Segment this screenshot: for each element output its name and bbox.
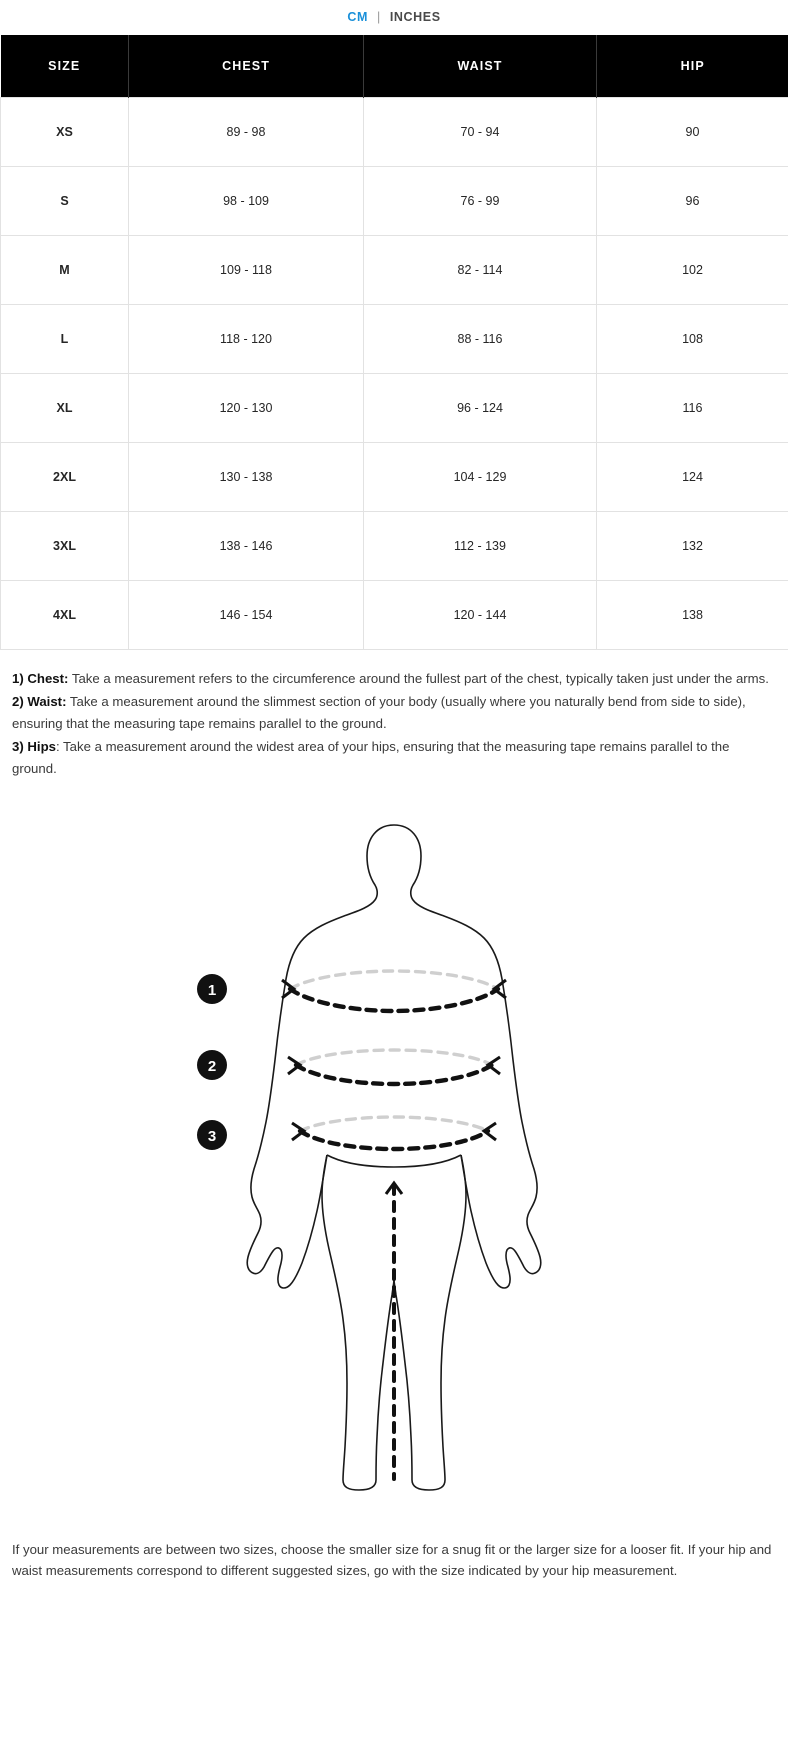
cell-hip: 138	[597, 581, 788, 650]
table-row	[1, 374, 788, 443]
table-row	[1, 236, 788, 305]
cell-chest: 98 - 109	[129, 167, 364, 236]
cell-waist: 120 - 144	[364, 581, 597, 650]
note-waist-text: Take a measurement around the slimmest section of your body (usually where you naturally bend from side to side), ensuring that the measuring tape remains parallel to the ground.	[12, 694, 746, 731]
cell-waist: 82 - 114	[364, 236, 597, 305]
fit-advice-text: If your measurements are between two sizes, choose the smaller size for a snug fit or the larger size for a looser fit. If your hip and waist measurements correspond to different suggested sizes, go with the size indicated by your hip measurement.	[12, 1541, 772, 1579]
cell-waist: 96 - 124	[364, 374, 597, 443]
cell-hip: 108	[597, 305, 788, 374]
cell-waist: 76 - 99	[364, 167, 597, 236]
unit-option-cm[interactable]: CM	[347, 10, 368, 24]
column-header-size: SIZE	[1, 35, 129, 98]
hip-measure-tape	[292, 1117, 496, 1149]
cell-size: 2XL	[1, 443, 129, 512]
note-hips	[12, 736, 776, 779]
cell-size: M	[1, 236, 129, 305]
waist-measure-tape	[288, 1050, 500, 1084]
marker-2	[197, 1050, 227, 1080]
cell-hip: 96	[597, 167, 788, 236]
cell-hip: 132	[597, 512, 788, 581]
column-header-chest: CHEST	[129, 35, 364, 98]
marker-1	[197, 974, 227, 1004]
table-row	[1, 512, 788, 581]
cell-chest: 146 - 154	[129, 581, 364, 650]
chest-measure-tape	[282, 971, 506, 1011]
cell-waist: 112 - 139	[364, 512, 597, 581]
table-row	[1, 167, 788, 236]
cell-chest: 89 - 98	[129, 98, 364, 167]
marker-3	[197, 1120, 227, 1150]
note-waist-label: 2) Waist:	[12, 694, 67, 710]
measurement-instructions	[0, 650, 788, 779]
cell-waist: 70 - 94	[364, 98, 597, 167]
cell-size: XL	[1, 374, 129, 443]
note-hips-text: : Take a measurement around the widest area of your hips, ensuring that the measuring tape remains parallel to the ground.	[12, 739, 730, 776]
note-chest-text: Take a measurement refers to the circumference around the fullest part of the chest, typically taken just under the arms.	[68, 671, 769, 686]
table-header-row	[1, 35, 788, 98]
note-chest-label: 1) Chest:	[12, 671, 69, 686]
table-row	[1, 305, 788, 374]
cell-hip: 116	[597, 374, 788, 443]
cell-chest: 118 - 120	[129, 305, 364, 374]
cell-size: L	[1, 305, 129, 374]
table-row	[1, 443, 788, 512]
note-chest	[12, 668, 776, 689]
inseam-measure-line	[386, 1183, 402, 1479]
note-waist	[12, 691, 776, 734]
unit-separator: |	[376, 10, 381, 24]
cell-chest: 138 - 146	[129, 512, 364, 581]
column-header-hip: HIP	[597, 35, 788, 98]
cell-waist: 88 - 116	[364, 305, 597, 374]
cell-chest: 130 - 138	[129, 443, 364, 512]
cell-hip: 90	[597, 98, 788, 167]
cell-hip: 102	[597, 236, 788, 305]
unit-option-inches[interactable]: INCHES	[389, 10, 441, 24]
cell-size: 3XL	[1, 512, 129, 581]
male-body-diagram-svg	[144, 817, 644, 1507]
cell-chest: 109 - 118	[129, 236, 364, 305]
size-chart-table	[0, 35, 788, 650]
cell-size: XS	[1, 98, 129, 167]
body-measurement-figure	[0, 817, 788, 1517]
fit-advice-note	[0, 1517, 788, 1598]
marker-3-label: 3	[207, 1127, 217, 1145]
cell-size: 4XL	[1, 581, 129, 650]
table-row	[1, 98, 788, 167]
note-hips-label: 3) Hips	[12, 739, 56, 755]
cell-size: S	[1, 167, 129, 236]
marker-1-label: 1	[207, 981, 217, 999]
unit-toggle[interactable]	[0, 0, 788, 35]
column-header-waist: WAIST	[364, 35, 597, 98]
cell-chest: 120 - 130	[129, 374, 364, 443]
table-row	[1, 581, 788, 650]
marker-2-label: 2	[207, 1057, 217, 1075]
cell-waist: 104 - 129	[364, 443, 597, 512]
cell-hip: 124	[597, 443, 788, 512]
